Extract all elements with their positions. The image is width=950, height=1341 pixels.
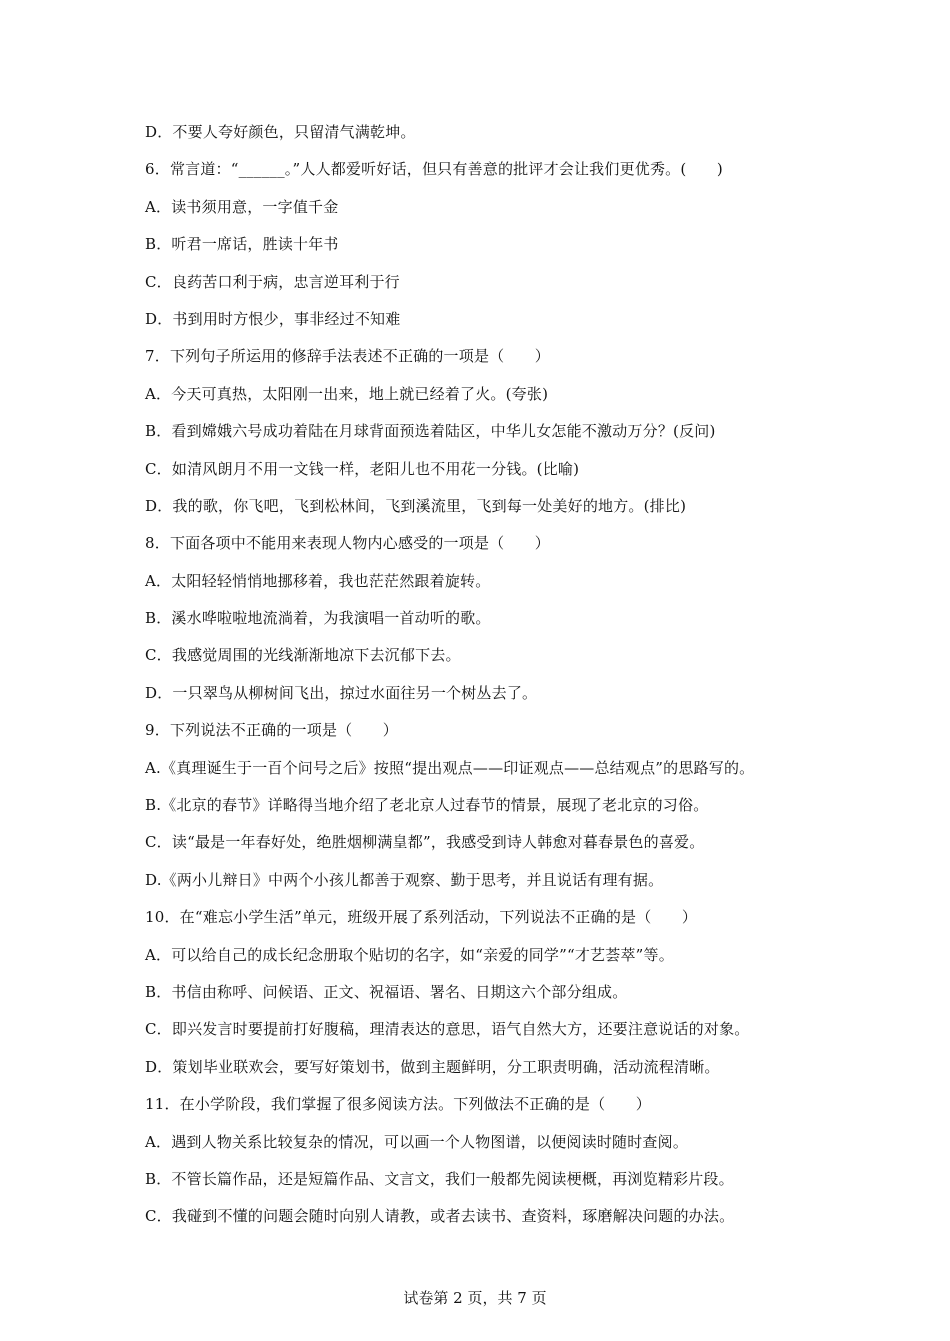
question-9-stem: 9．下列说法不正确的一项是（ ） xyxy=(145,721,398,740)
option-line: C．我感觉周围的光线渐渐地凉下去沉郁下去。 xyxy=(145,646,461,665)
option-line: A．可以给自己的成长纪念册取个贴切的名字，如“亲爱的同学”“才艺荟萃”等。 xyxy=(145,945,674,964)
option-line: B．看到嫦娥六号成功着陆在月球背面预选着陆区，中华儿女怎能不激动万分？(反问) xyxy=(145,422,716,441)
option-line: A.《真理诞生于一百个问号之后》按照“提出观点——印证观点——总结观点”的思路写的。 xyxy=(145,758,755,777)
option-line: C．良药苦口利于病，忠言逆耳利于行 xyxy=(145,272,400,291)
option-line: B.《北京的春节》详略得当地介绍了老北京人过春节的情景，展现了老北京的习俗。 xyxy=(145,796,709,815)
question-7-stem: 7．下列句子所运用的修辞手法表述不正确的一项是（ ） xyxy=(145,347,550,366)
option-line: B．不管长篇作品，还是短篇作品、文言文，我们一般都先阅读梗概，再浏览精彩片段。 xyxy=(145,1169,734,1188)
question-10-stem: 10．在“难忘小学生活”单元，班级开展了系列活动，下列说法不正确的是（ ） xyxy=(145,908,698,927)
option-line: A．读书须用意，一字值千金 xyxy=(145,197,339,216)
option-line: C．读“最是一年春好处，绝胜烟柳满皇都”，我感受到诗人韩愈对暮春景色的喜爱。 xyxy=(145,833,705,852)
text-line: D．不要人夸好颜色，只留清气满乾坤。 xyxy=(145,123,416,141)
question-text-block xyxy=(145,119,845,1241)
option-line: C．如清风朗月不用一文钱一样，老阳儿也不用花一分钱。(比喻) xyxy=(145,459,580,478)
page-footer: 试卷第 2 页，共 7 页 xyxy=(403,1289,547,1307)
option-line: B．书信由称呼、问候语、正文、祝福语、署名、日期这六个部分组成。 xyxy=(145,982,628,1001)
option-line: D．书到用时方恨少，事非经过不知难 xyxy=(145,309,401,328)
question-8-stem: 8．下面各项中不能用来表现人物内心感受的一项是（ ） xyxy=(145,534,550,553)
option-line: D.《两小儿辩日》中两个小孩儿都善于观察、勤于思考，并且说话有理有据。 xyxy=(145,870,664,889)
question-11-stem: 11．在小学阶段，我们掌握了很多阅读方法。下列做法不正确的是（ ） xyxy=(145,1095,651,1114)
option-line: A．遇到人物关系比较复杂的情况，可以画一个人物图谱，以便阅读时随时查阅。 xyxy=(145,1132,689,1151)
option-line: D．策划毕业联欢会，要写好策划书，做到主题鲜明，分工职责明确，活动流程清晰。 xyxy=(145,1057,720,1076)
option-line: C．即兴发言时要提前打好腹稿，理清表达的意思，语气自然大方，还要注意说话的对象。 xyxy=(145,1020,750,1039)
option-line: B．溪水哗啦啦地流淌着，为我演唱一首动听的歌。 xyxy=(145,609,491,628)
option-line: A．今天可真热，太阳刚一出来，地上就已经着了火。(夸张) xyxy=(145,384,549,403)
option-line: D．我的歌，你飞吧，飞到松林间，飞到溪流里，飞到每一处美好的地方。(排比) xyxy=(145,496,687,515)
question-6-stem: 6．常言道：“______。”人人都爱听好话，但只有善意的批评才会让我们更优秀。( ) xyxy=(145,160,723,179)
option-line: B．听君一席话，胜读十年书 xyxy=(145,235,339,254)
option-line: D．一只翠鸟从柳树间飞出，掠过水面往另一个树丛去了。 xyxy=(145,683,538,702)
option-line: A．太阳轻轻悄悄地挪移着，我也茫茫然跟着旋转。 xyxy=(145,571,491,590)
option-line: C．我碰到不懂的问题会随时向别人请教，或者去读书、查资料，琢磨解决问题的办法。 xyxy=(145,1207,735,1226)
